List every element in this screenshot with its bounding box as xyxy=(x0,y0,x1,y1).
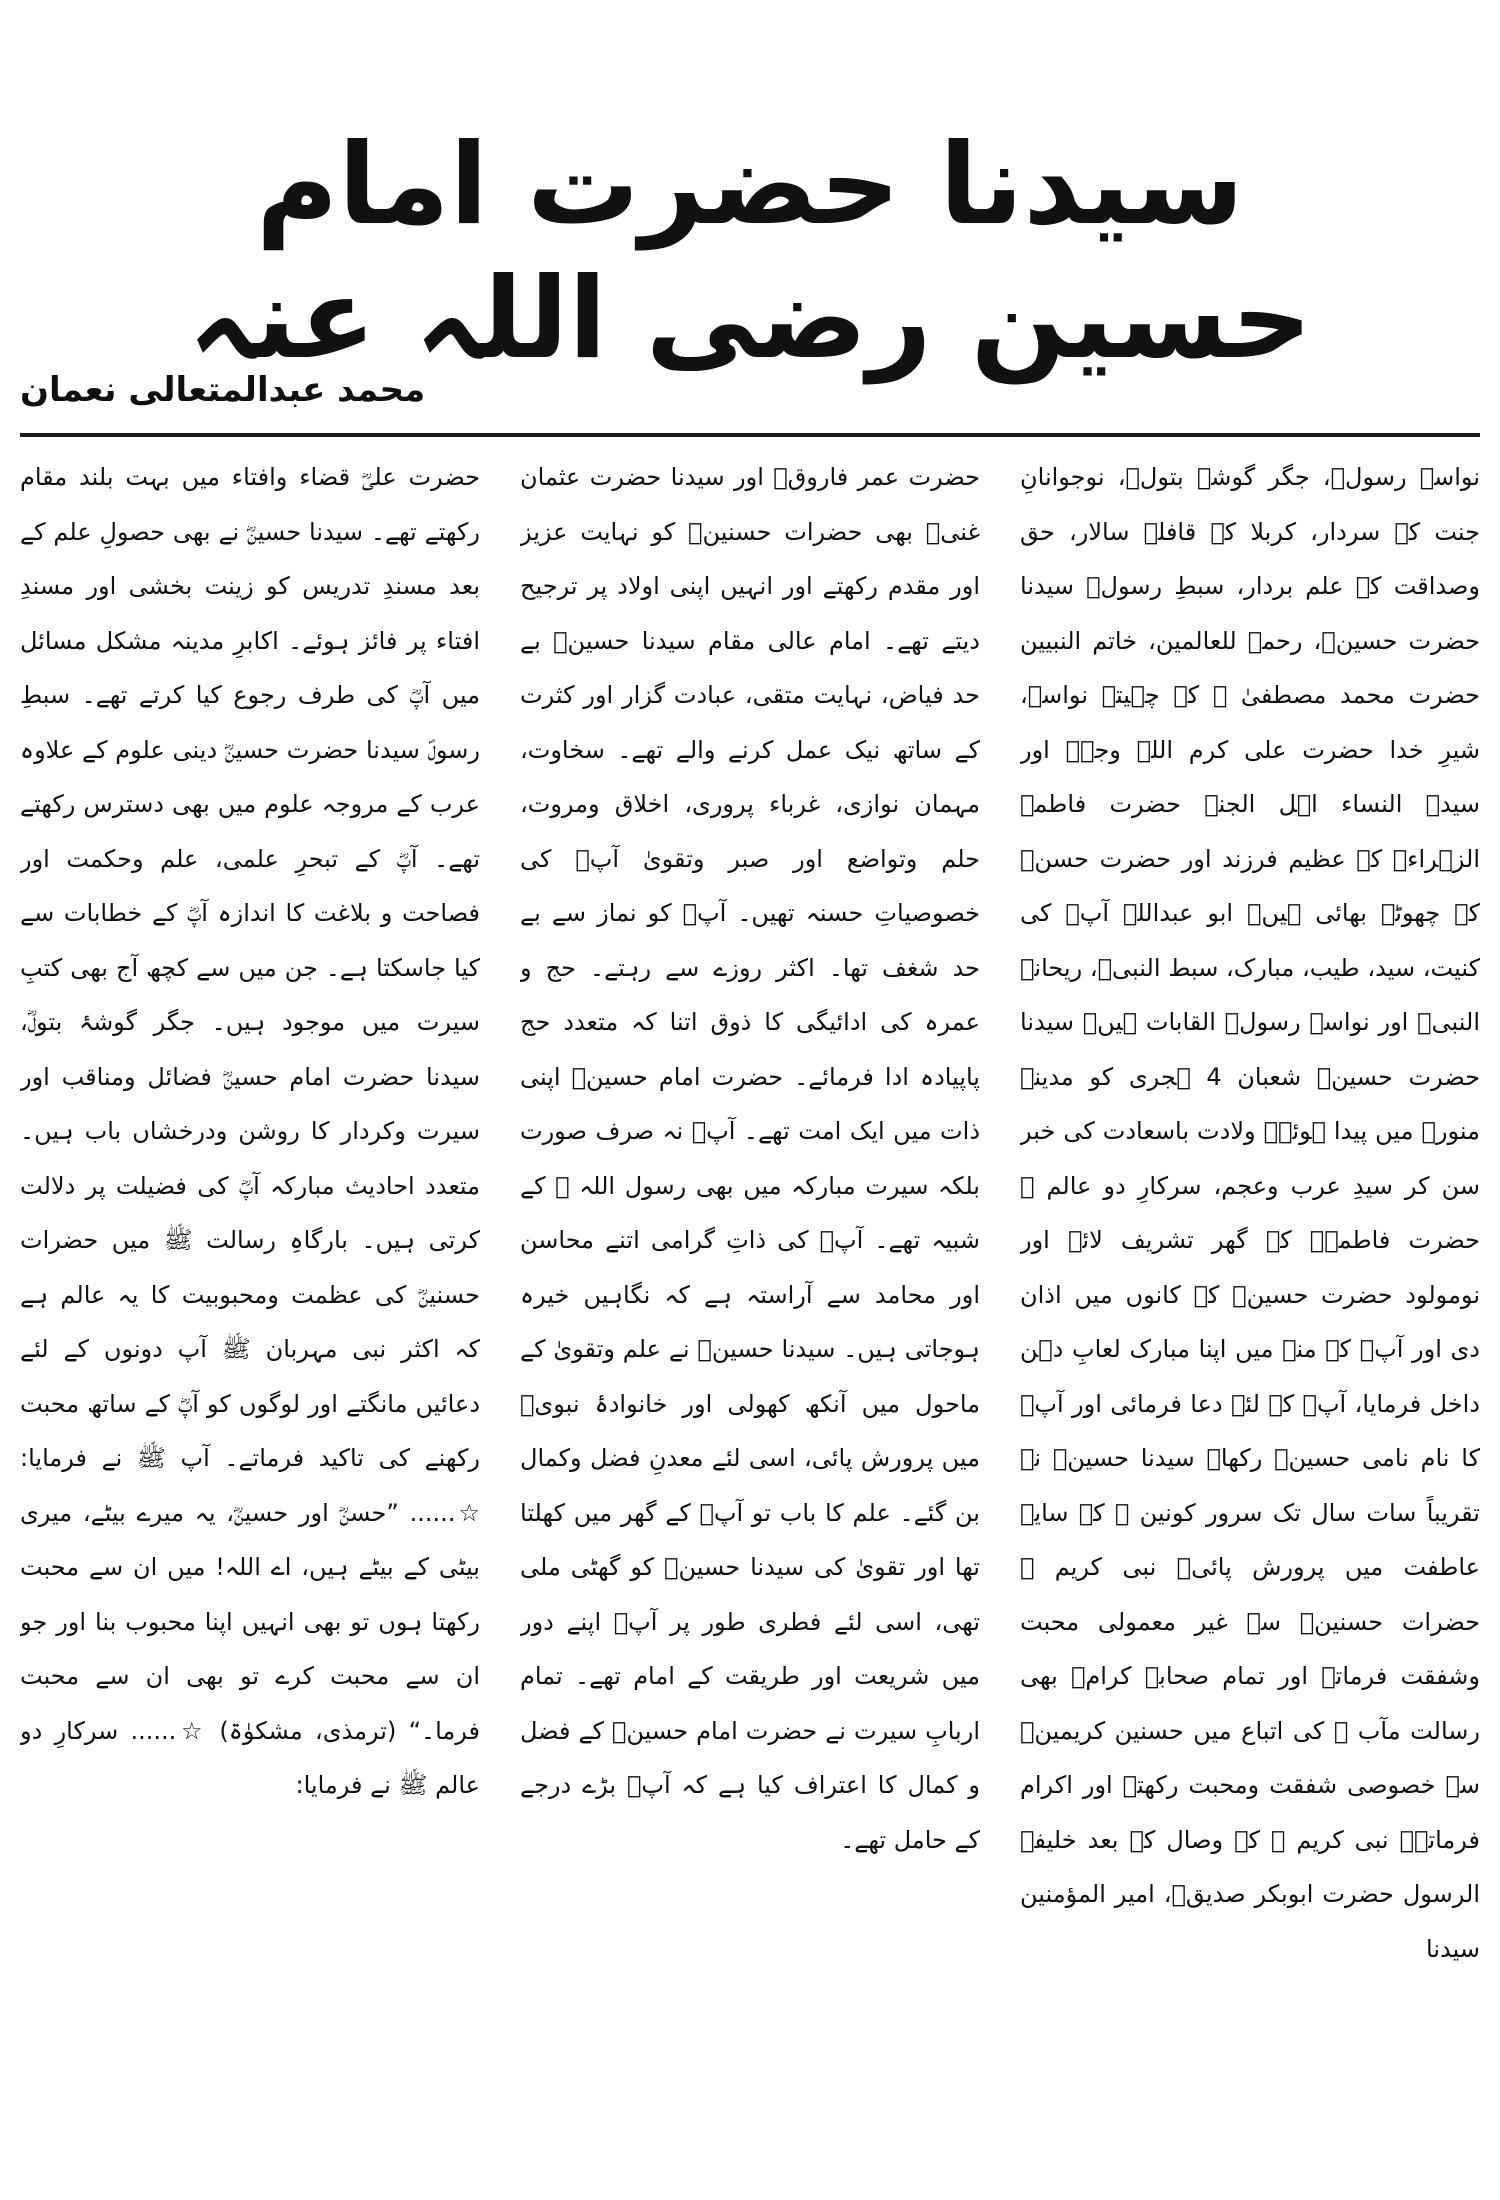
header-divider xyxy=(20,433,1480,437)
article-column-left xyxy=(20,450,480,2170)
article-title: سیدنا حضرت امام حسین رضی اللہ عنہ xyxy=(188,120,1312,385)
author-byline: محمد عبدالمتعالی نعمان xyxy=(20,370,426,410)
article-column-middle xyxy=(520,450,980,2170)
column-text: حضرت علیؓ قضاء وافتاء میں بہت بلند مقام رکھتے تھے۔ سیدنا حسینؓ نے بھی حصولِ علم کے بعد مسندِ تدریس کو زینت بخشی اور مسندِ افتاء پر فائز ہوئے۔ اکابرِ مدینہ مشکل مسائل میں آپؓ کی طرف رجوع کیا کرتے تھے۔ سبطِ رسولؐ سیدنا حضرت حسینؓ دینی علوم کے علاوہ عرب کے مروجہ علوم میں بھی دسترس رکھتے تھے۔ آپؓ کے تبحرِ علمی، علم وحکمت اور فصاحت و بلاغت کا اندازہ آپؓ کے خطابات سے کیا جاسکتا ہے۔ جن میں سے کچھ آج بھی کتبِ سیرت میں موجود ہیں۔ جگر گوشۂ بتولؓ، سیدنا حضرت امام حسینؓ فضائل ومناقب اور سیرت وکردار کا روشن ودرخشاں باب ہیں۔ متعدد احادیث مبارکہ آپؓ کی فضیلت پر دلالت کرتی ہیں۔ بارگاہِ رسالت ﷺ میں حضرات حسنینؓ کی عظمت ومحبوبیت کا یہ عالم ہے کہ اکثر نبی مہربان ﷺ آپ دونوں کے لئے دعائیں مانگتے اور لوگوں کو آپؓ کے ساتھ محبت رکھنے کی تاکید فرماتے۔ آپ ﷺ نے فرمایا: ☆...... ”حسنؓ اور حسینؓ، یہ میرے بیٹے، میری بیٹی کے بیٹے ہیں، اے اللہ! میں ان سے محبت رکھتا ہوں تو بھی انہیں اپنا محبوب بنا اور جو ان سے محبت کرے تو بھی ان سے محبت فرما۔“ (ترمذی، مشکوٰۃ) ☆...... سرکارِ دو عالم ﷺ نے فرمایا: xyxy=(20,463,480,1799)
column-text: حضرت عمر فاروقؓ اور سیدنا حضرت عثمان غنیؓ بھی حضرات حسنینؓ کو نہایت عزیز اور مقدم رکھتے اور انہیں اپنی اولاد پر ترجیح دیتے تھے۔ امام عالی مقام سیدنا حسینؓ بے حد فیاض، نہایت متقی، عبادت گزار اور کثرت کے ساتھ نیک عمل کرنے والے تھے۔ سخاوت، مہمان نوازی، غرباء پروری، اخلاق ومروت، حلم وتواضع اور صبر وتقویٰ آپؓ کی خصوصیاتِ حسنہ تھیں۔ آپؓ کو نماز سے بے حد شغف تھا۔ اکثر روزے سے رہتے۔ حج و عمرہ کی ادائیگی کا ذوق اتنا کہ متعدد حج پاپیادہ ادا فرمائے۔ حضرت امام حسینؓ اپنی ذات میں ایک امت تھے۔ آپؓ نہ صرف صورت بلکہ سیرت مبارکہ میں بھی رسول اللہ ﷺ کے شبیہ تھے۔ آپؓ کی ذاتِ گرامی اتنے محاسن اور محامد سے آراستہ ہے کہ نگاہیں خیرہ ہوجاتی ہیں۔ سیدنا حسینؓ نے علم وتقویٰ کے ماحول میں آنکھ کھولی اور خانوادۂ نبویؐ میں پرورش پائی، اسی لئے معدنِ فضل وکمال بن گئے۔ علم کا باب تو آپؓ کے گھر میں کھلتا تھا اور تقویٰ کی سیدنا حسینؓ کو گھٹی ملی تھی، اسی لئے فطری طور پر آپؓ اپنے دور میں شریعت اور طریقت کے امام تھے۔ تمام اربابِ سیرت نے حضرت امام حسینؓ کے فضل و کمال کا اعتراف کیا ہے کہ آپؓ بڑے درجے کے حامل تھے۔ xyxy=(520,463,980,1854)
article-column-right xyxy=(1020,450,1480,2170)
column-text: نواسۂ رسولؐ، جگر گوشۂ بتولؓ، نوجوانانِ جنت کے سردار، کربلا کے قافلہ سالار، حق وصداقت کے علم بردار، سبطِ رسولؐ سیدنا حضرت حسینؓ، رحمۃ للعالمین، خاتم النبیین حضرت محمد مصطفیٰ ﷺ کے چہیتے نواسے، شیرِ خدا حضرت علی کرم اللہ وجہہ اور سیدۃ النساء اہل الجنۃ حضرت فاطمۃ الزہراءؓ کے عظیم فرزند اور حضرت حسنؓ کے چھوٹے بھائی ہیں۔ ابو عبداللہ آپؓ کی کنیت، سید، طیب، مبارک، سبط النبیؐ، ریحانۃ النبیؐ اور نواسۂ رسولؐ القابات ہیں۔ سیدنا حضرت حسینؓ شعبان 4 ہجری کو مدینہ منورہ میں پیدا ہوئے۔ ولادت باسعادت کی خبر سن کر سیدِ عرب وعجم، سرکارِ دو عالم ﷺ حضرت فاطمہؓ کے گھر تشریف لائے اور نومولود حضرت حسینؓ کے کانوں میں اذان دی اور آپؓ کے منہ میں اپنا مبارک لعابِ دہن داخل فرمایا، آپؓ کے لئے دعا فرمائی اور آپؓ کا نام نامی حسینؓ رکھا۔ سیدنا حسینؓ نے تقریباً سات سال تک سرور کونین ﷺ کے سایۂ عاطفت میں پرورش پائی۔ نبی کریم ﷺ حضرات حسنینؓ سے غیر معمولی محبت وشفقت فرماتے اور تمام صحابہ کرامؓ بھی رسالت مآب ﷺ کی اتباع میں حسنین کریمینؓ سے خصوصی شفقت ومحبت رکھتے اور اکرام فرماتے۔ نبی کریم ﷺ کے وصال کے بعد خلیفۃ الرسول حضرت ابوبکر صدیقؓ، امیر المؤمنین سیدنا xyxy=(1020,463,1480,1963)
article-columns xyxy=(20,450,1480,2170)
